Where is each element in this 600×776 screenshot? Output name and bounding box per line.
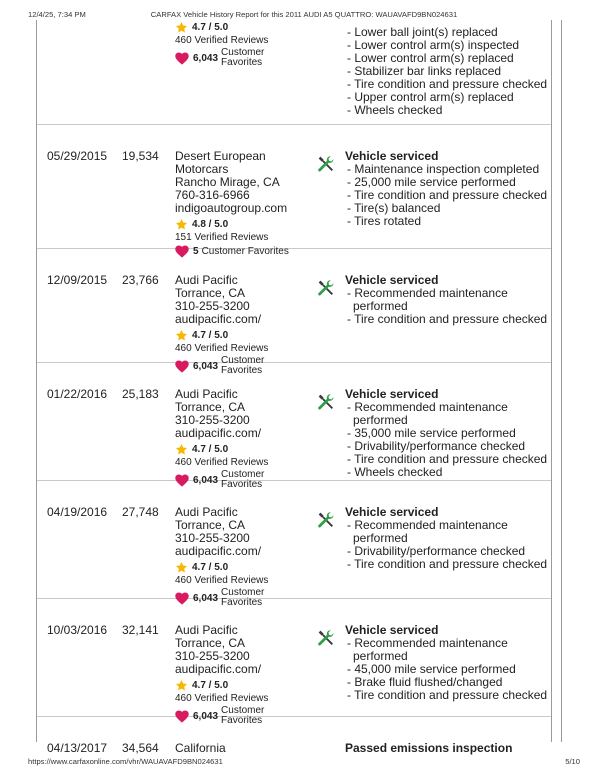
rating-value: 4.7 / 5.0 [192,561,229,573]
source-rating [175,328,315,342]
record-comments [345,150,555,228]
favorites-label-line: Customer [221,469,265,480]
source-line: Audi Pacific [175,387,238,401]
source-line: Torrance, CA [175,518,246,532]
service-tools-icon [316,510,336,530]
record-odometer: 34,564 [122,741,159,755]
source-line: California [175,741,226,755]
source-line: Torrance, CA [175,636,246,650]
source-line: Torrance, CA [175,400,246,414]
record-heading: Vehicle serviced [345,273,439,287]
service-item: - Stabilizer bar links replaced [347,64,502,78]
favorites-label-line: Favorites [221,479,263,490]
record-odometer: 25,183 [122,387,159,401]
source-rating [175,20,315,34]
favorites-label-line: Customer [221,705,265,716]
rating-value: 4.7 / 5.0 [192,443,229,455]
source-line: 310-255-3200 [175,531,250,545]
history-record [37,716,551,756]
star-icon [175,218,188,231]
source-rating [175,678,315,692]
history-record [37,480,551,608]
source-line: Rancho Mirage, CA [175,175,280,189]
record-date: 04/13/2017 [47,741,108,755]
service-item: - Tire condition and pressure checked [347,312,548,326]
favorites-count: 6,043 [193,360,219,372]
record-odometer: 19,534 [122,149,159,163]
print-timestamp: 12/4/25, 7:34 PM [28,10,86,19]
source-website-link[interactable]: audipacific.com/ [175,662,262,676]
favorites-label [221,48,264,68]
history-record [37,362,551,490]
source-rating [175,560,315,574]
service-item: - Tire(s) balanced [347,201,441,215]
record-heading: Vehicle serviced [345,623,439,637]
record-source [175,388,315,490]
customer-favorites [175,48,315,68]
page-url: https://www.carfaxonline.com/vhr/WAUAVAFD9BN024631 [28,757,223,766]
source-line: Desert European [175,149,266,163]
verified-reviews-link[interactable]: 460 Verified Reviews [175,35,269,46]
source-line: 310-255-3200 [175,413,250,427]
record-icon [316,628,336,648]
star-icon [175,679,188,692]
verified-reviews-link[interactable]: 460 Verified Reviews [175,343,269,354]
service-tools-icon [316,154,336,174]
favorites-label-line: Customer [221,587,265,598]
source-line: 310-255-3200 [175,649,250,663]
record-comments [345,388,555,479]
service-item: - Wheels checked [347,103,443,117]
service-item: - Tire condition and pressure checked [347,688,548,702]
source-line: Audi Pacific [175,273,238,287]
record-source [175,742,315,755]
rating-value: 4.7 / 5.0 [192,329,229,341]
service-item: - Upper control arm(s) replaced [347,90,514,104]
record-odometer: 32,141 [122,623,159,637]
record-source [175,624,315,726]
source-line: Torrance, CA [175,286,246,300]
record-heading: Vehicle serviced [345,505,439,519]
favorites-count: 6,043 [193,592,219,604]
service-item: - Drivability/performance checked [347,439,526,453]
service-item: - Recommended maintenance performed [347,636,508,663]
source-rating [175,217,315,231]
record-date: 01/22/2016 [47,387,108,401]
rating-value: 4.7 / 5.0 [192,679,229,691]
service-item: - 45,000 mile service performed [347,662,516,676]
page-edge-border [561,20,562,742]
record-comments [345,624,555,702]
record-date: 12/09/2015 [47,273,108,287]
star-icon [175,561,188,574]
service-item: - Tire condition and pressure checked [347,557,548,571]
favorites-label-line: Favorites [221,715,263,726]
star-icon [175,443,188,456]
history-record [37,6,551,125]
star-icon [175,21,188,34]
service-item: - Lower control arm(s) inspected [347,38,520,52]
verified-reviews-link[interactable]: 460 Verified Reviews [175,693,269,704]
service-item: - Tire condition and pressure checked [347,188,548,202]
favorites-count: 5 [193,246,199,257]
record-comments [345,26,555,117]
source-line: Audi Pacific [175,505,238,519]
rating-value: 4.8 / 5.0 [192,218,229,230]
source-line: 760-316-6966 [175,188,250,202]
record-date: 10/03/2016 [47,623,108,637]
verified-reviews-link[interactable]: 460 Verified Reviews [175,457,269,468]
record-source [175,18,315,68]
page-title: CARFAX Vehicle History Report for this 2011 AUDI A5 QUATTRO: WAUAVAFD9BN024631 [150,10,458,19]
favorites-count: 6,043 [193,52,219,64]
service-item: - Recommended maintenance performed [347,400,508,427]
service-tools-icon [316,278,336,298]
service-item: - Tires rotated [347,214,422,228]
rating-value: 4.7 / 5.0 [192,21,229,33]
page-number: 5/10 [565,757,580,766]
record-heading: Vehicle serviced [345,387,439,401]
favorites-label-line: Customer [221,47,265,58]
record-odometer: 27,748 [122,505,159,519]
record-date: 05/29/2015 [47,149,108,163]
service-item: - Drivability/performance checked [347,544,526,558]
browser-footer [28,757,580,769]
service-item: - Brake fluid flushed/changed [347,675,503,689]
source-website-link[interactable]: audipacific.com/ [175,544,262,558]
source-line: Audi Pacific [175,623,238,637]
record-source [175,274,315,376]
record-odometer: 23,766 [122,273,159,287]
record-icon [316,154,336,174]
record-icon [316,278,336,298]
record-source [175,150,315,258]
record-comments [345,274,555,326]
favorites-count: 6,043 [193,474,219,486]
record-icon [316,510,336,530]
service-item: - 35,000 mile service performed [347,426,516,440]
record-source [175,506,315,608]
source-line: 310-255-3200 [175,299,250,313]
service-item: - Lower control arm(s) replaced [347,51,514,65]
favorites-label-line: Customer [221,355,265,366]
record-heading: Passed emissions inspection [345,741,513,755]
service-item: - Wheels checked [347,465,443,479]
source-website-link[interactable]: audipacific.com/ [175,312,262,326]
service-item: - 25,000 mile service performed [347,175,516,189]
history-record [37,124,551,257]
source-line: Motorcars [175,162,229,176]
favorites-label-line: Favorites [221,57,263,68]
history-record [37,245,551,376]
service-item: - Recommended maintenance performed [347,286,508,313]
record-comments [345,742,555,755]
favorites-label-line: Favorites [221,597,263,608]
history-record [37,598,551,726]
source-website-link[interactable]: indigoautogroup.com [175,201,288,215]
record-comments [345,506,555,571]
service-tools-icon [316,628,336,648]
favorites-label-line: Favorites [221,365,263,376]
record-icon [316,392,336,412]
record-heading: Vehicle serviced [345,149,439,163]
verified-reviews-link[interactable]: 151 Verified Reviews [175,232,269,243]
favorites-label-line: Favorites [247,245,289,257]
source-rating [175,442,315,456]
heart-icon [175,52,189,65]
service-tools-icon [316,392,336,412]
service-item: - Tire condition and pressure checked [347,77,548,91]
record-date: 04/19/2016 [47,505,108,519]
history-table [36,20,562,755]
source-website-link[interactable]: audipacific.com/ [175,426,262,440]
service-item: - Lower ball joint(s) replaced [347,25,498,39]
service-item: - Tire condition and pressure checked [347,452,548,466]
service-item: - Maintenance inspection completed [347,162,540,176]
favorites-label-line: Customer [201,245,245,257]
favorites-count: 6,043 [193,710,219,722]
service-item: - Recommended maintenance performed [347,518,508,545]
verified-reviews-link[interactable]: 460 Verified Reviews [175,575,269,586]
star-icon [175,329,188,342]
